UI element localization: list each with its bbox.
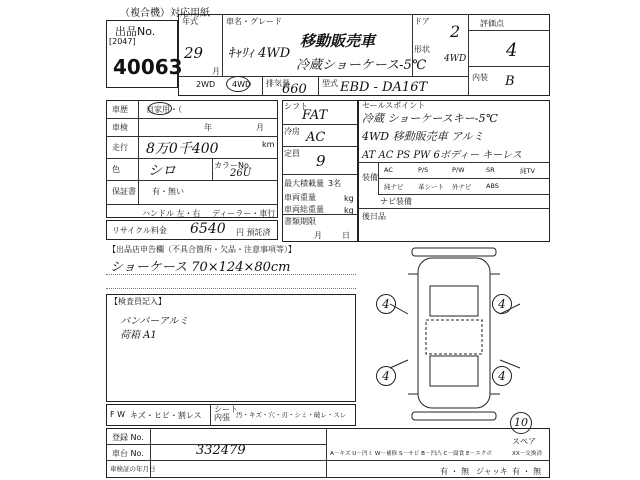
interior-value: B [505, 74, 515, 89]
seller-notes-text: ショーケース 70×124×80cm [110, 260, 291, 275]
year-value: 29 [184, 44, 204, 62]
equip-item: AC [384, 166, 393, 174]
seats-value: 9 [316, 152, 326, 170]
capacity-label: 最大積載量 [284, 179, 324, 188]
sales-line1: 冷蔵 ショーケースキー-5℃ [362, 112, 498, 125]
equip-item: P/S [418, 166, 429, 174]
model-code-value: EBD - DA16T [340, 80, 428, 95]
seat-label: シート 内張 [214, 405, 238, 422]
jack-label: ジャッキ [476, 467, 508, 476]
year-label: 年式 [182, 17, 198, 26]
inspector-line1: バンパーアルミ [120, 316, 189, 327]
displacement-value: 660 [282, 82, 307, 97]
dealer-label: ディーラー・車行 [212, 209, 276, 218]
interior-label: 内装 [472, 73, 488, 82]
legend2: XX－交換済 [512, 451, 543, 457]
equip-item: SR [486, 166, 495, 174]
mileage-unit: km [262, 140, 275, 149]
lot-label: 出品No. [115, 25, 156, 38]
displacement-label: 排気量 [266, 79, 290, 88]
diagram-mark-4: 4 [492, 366, 512, 386]
rating-label: 評価点 [480, 19, 504, 28]
inspector-line2: 荷箱 A1 [120, 330, 157, 341]
color-value: シロ [148, 163, 176, 179]
model-code-label: 型式 [322, 79, 338, 88]
chassis-label: 車台 No. [112, 449, 144, 458]
fw-items: キズ・ヒビ・割レス [130, 411, 202, 420]
seats-label: 定員 [284, 149, 300, 158]
month-label: 月 [212, 67, 220, 76]
inspection-month: 月 [256, 123, 264, 132]
navi-label: ナビ装備 [380, 197, 412, 206]
ac-value: AC [306, 130, 326, 145]
fw-label: F W [110, 410, 126, 419]
lot-number: 40063 [113, 55, 183, 79]
model-line2: 移動販売車 [300, 32, 376, 50]
equip-item: 純TV [520, 167, 535, 175]
inspection-year: 年 [204, 123, 212, 132]
diagram-mark-2: 4 [492, 294, 512, 314]
inspection-label: 車検 [112, 123, 128, 132]
model-label: 車名・グレード [226, 17, 282, 26]
diagram-mark-3: 4 [376, 366, 396, 386]
usage-value: 自家用・（ [146, 105, 182, 114]
equip-item: 外ナビ [452, 183, 472, 191]
recycle-unit: 円 預託済 [236, 228, 271, 237]
mileage-value: 8万0千400 [146, 141, 219, 157]
lot-box [106, 20, 183, 88]
sales-line3: AT AC PS PW 6ボディー キーレス [362, 150, 522, 161]
usage-circle [148, 102, 172, 115]
docs-label: 書類期限 [284, 217, 316, 226]
shift-value: FAT [302, 108, 328, 123]
color-no-value: 26U [230, 168, 252, 179]
legend: A－キズ U－凹ミ W－補修 S－サビ B－凹凸 C－腐食 E－エクボ [330, 451, 492, 457]
diagram-mark-1: 4 [376, 294, 396, 314]
type-value: 4WD [444, 54, 467, 64]
color-label: 色 [112, 165, 120, 174]
equip-item: 純ナビ [384, 183, 404, 191]
form-title: （複合機）対応用紙 [120, 8, 210, 19]
warranty-value: 有・無い [152, 187, 184, 196]
docs-day: 日 [342, 231, 350, 240]
equip-label: 装備 [362, 173, 378, 182]
weight-label: 車両重量 [284, 193, 316, 202]
shift-label: シフト [284, 102, 308, 111]
equip-item: P/W [452, 166, 465, 174]
rating-value: 4 [506, 40, 518, 61]
recycle-value: 6540 [190, 221, 226, 237]
door-value: 2 [450, 22, 461, 41]
chassis-value: 332479 [196, 443, 246, 458]
wheel-label: ハンドル 左・右 [142, 209, 201, 218]
equip-item: ABS [486, 182, 499, 190]
gross-unit: kg [344, 206, 354, 215]
reg-label: 登録 No. [112, 433, 144, 442]
usage-label: 車歴 [112, 105, 128, 114]
rear-label: 後日品 [362, 212, 386, 221]
spare-key: 有 ・ 無 [440, 467, 470, 476]
spare-mark: 10 [510, 412, 532, 434]
recycle-label: リサイクル料金 [112, 226, 167, 235]
inspector-section [106, 294, 356, 402]
seller-notes-label: 【出品店申告欄（不具合箇所・欠品・注意事項等）】 [108, 245, 296, 254]
door-label: ドア [414, 17, 430, 26]
serial-label: 車検証の年月日 [110, 465, 156, 473]
warranty-label: 保証書 [112, 187, 136, 196]
equip-item: 革シート [418, 183, 444, 191]
inspector-label: 【検査員記入】 [110, 297, 166, 306]
mileage-label: 走行 [112, 143, 128, 152]
spare-label: スペア [512, 437, 536, 446]
seat-items: 汚・キズ・穴・刃・シミ・破レ・スレ [236, 411, 347, 419]
lot-sub: [2047] [109, 37, 136, 46]
docs-month: 月 [314, 231, 322, 240]
drive-4wd: 4WD [232, 80, 252, 89]
weight-unit: kg [344, 194, 354, 203]
gross-label: 車両総重量 [284, 205, 324, 214]
drive-2wd: 2WD [196, 80, 216, 89]
model-line3: 冷蔵ショーケース-5℃ [296, 58, 427, 73]
drive-4wd-circle [226, 76, 250, 92]
sales-label: セールスポイント [362, 101, 426, 110]
sales-line2: 4WD 移動販売車 アルミ [362, 130, 484, 143]
capacity-value: 3名 [328, 179, 342, 188]
color-no-label: カラーNo. [214, 161, 252, 170]
ac-label: 冷房 [284, 127, 300, 136]
type-label: 形状 [414, 45, 430, 54]
model-line1: ｷｬﾘｨ 4WD [228, 46, 291, 61]
jack-value: 有 ・ 無 [512, 467, 542, 476]
